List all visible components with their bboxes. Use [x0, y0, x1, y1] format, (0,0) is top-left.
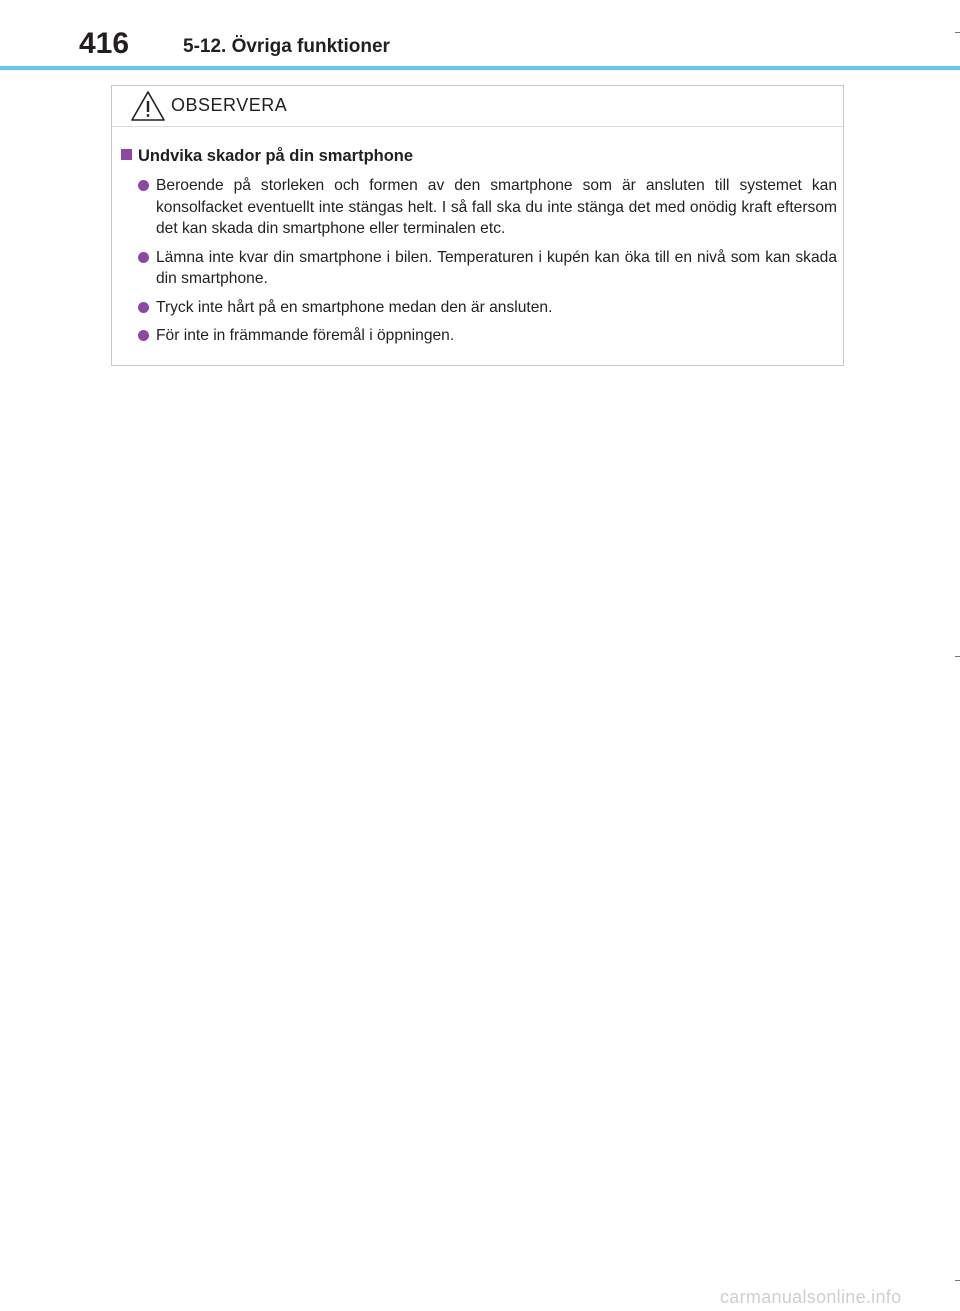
square-bullet-icon	[121, 149, 132, 160]
header-rule	[0, 66, 960, 70]
warning-triangle-icon	[130, 90, 166, 122]
round-bullet-icon	[138, 330, 149, 341]
section-title: 5-12. Övriga funktioner	[183, 36, 390, 57]
watermark: carmanualsonline.info	[720, 1287, 902, 1307]
crop-mark	[955, 656, 960, 657]
round-bullet-icon	[138, 180, 149, 191]
crop-mark	[955, 1280, 960, 1281]
round-bullet-icon	[138, 302, 149, 313]
page-header	[0, 0, 960, 70]
caution-title: OBSERVERA	[171, 95, 288, 115]
crop-mark	[955, 32, 960, 33]
caution-box	[111, 85, 844, 366]
caution-bullet-list	[138, 175, 837, 354]
caution-header	[112, 86, 843, 127]
list-item-text: Tryck inte hårt på en smartphone medan den är ansluten.	[156, 298, 553, 316]
list-item	[138, 247, 837, 290]
list-item-text: Lämna inte kvar din smartphone i bilen. Temperaturen i kupén kan öka till en nivå som kan skada din smartphone.	[156, 248, 837, 287]
list-item	[138, 325, 837, 347]
list-item-text: Beroende på storleken och formen av den smartphone som är ansluten till systemet kan konsolfacket eventuellt inte stängas helt. I så fall ska du inte stänga det med onödig kraft eftersom det kan skada din smartphone eller terminalen etc.	[156, 177, 837, 237]
list-item	[138, 297, 837, 319]
page-number: 416	[79, 27, 130, 60]
list-item	[138, 175, 837, 240]
list-item-text: För inte in främmande föremål i öppningen.	[156, 327, 455, 344]
caution-subheading	[121, 145, 413, 167]
caution-subheading-text: Undvika skador på din smartphone	[138, 147, 414, 165]
round-bullet-icon	[138, 252, 149, 263]
